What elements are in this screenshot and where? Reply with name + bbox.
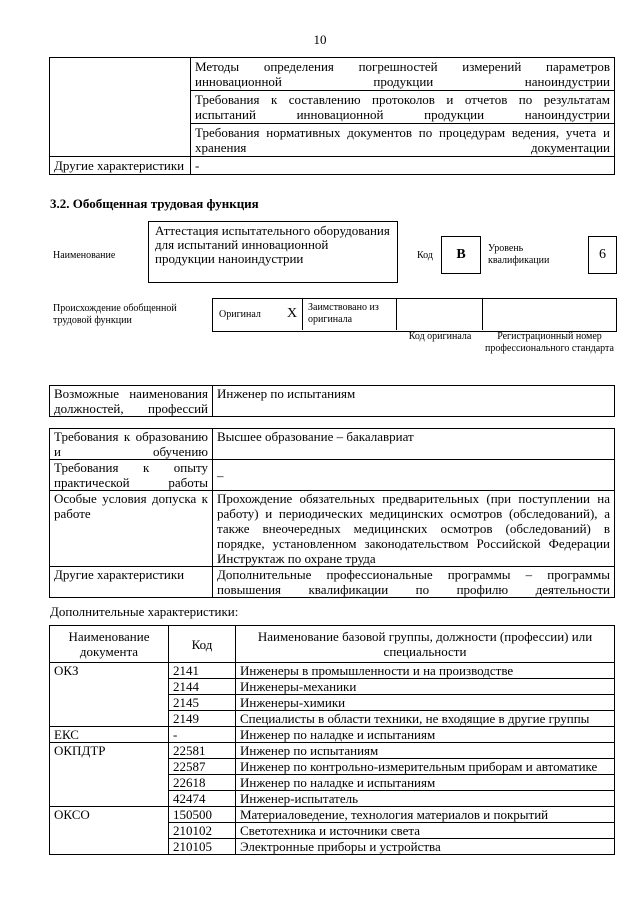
code-label: Код: [417, 250, 433, 261]
positions-value: Инженер по испытаниям: [213, 386, 615, 417]
other-characteristics-label: Другие характеристики: [50, 157, 191, 175]
table-row: [50, 775, 615, 791]
doc-cell: [50, 775, 169, 791]
table-row: [50, 759, 615, 775]
doc-cell: [50, 791, 169, 807]
name-cell: Инженер по наладке и испытаниям: [236, 775, 615, 791]
code-cell: 42474: [169, 791, 236, 807]
req-label: Требования к опыту практической работы: [50, 460, 213, 491]
knowledge-row-3: Требования нормативных документов по процедурам ведения, учета и хранения документации: [191, 124, 615, 157]
doc-cell: [50, 759, 169, 775]
req-label: Особые условия допуска к работе: [50, 491, 213, 567]
req-label: Требования к образованию и обучению: [50, 429, 213, 460]
empty-label-cell: [50, 58, 191, 157]
table-row: [50, 695, 615, 711]
code-cell: 2149: [169, 711, 236, 727]
code-cell: 2144: [169, 679, 236, 695]
name-cell: Электронные приборы и устройства: [236, 839, 615, 855]
divider: [302, 298, 303, 330]
table-row: [50, 727, 615, 743]
knowledge-row-2: Требования к составлению протоколов и отчетов по результатам испытаний инновационной продукции наноиндустрии: [191, 91, 615, 124]
code-value-box: B: [441, 236, 481, 274]
original-label: Оригинал: [219, 309, 261, 320]
knowledge-row-1: Методы определения погрешностей измерений параметров инновационной продукции наноиндустрии: [191, 58, 615, 91]
header-code: Код: [169, 626, 236, 663]
req-label: Другие характеристики: [50, 567, 213, 598]
doc-cell: [50, 695, 169, 711]
name-cell: Инженер по испытаниям: [236, 743, 615, 759]
doc-cell: [50, 679, 169, 695]
code-cell: 22581: [169, 743, 236, 759]
page-number: 10: [313, 32, 327, 47]
code-cell: 22587: [169, 759, 236, 775]
positions-table: [49, 385, 615, 417]
doc-cell: ОКЗ: [50, 663, 169, 679]
doc-cell: [50, 823, 169, 839]
characteristics-table: [49, 625, 615, 855]
table-row: [50, 823, 615, 839]
continuation-table: [49, 57, 615, 175]
origin-row: [212, 298, 617, 332]
doc-cell: [50, 839, 169, 855]
table-row: [50, 807, 615, 823]
table-row: [50, 839, 615, 855]
doc-cell: ОКСО: [50, 807, 169, 823]
qualification-level-label: Уровень квалификации: [488, 243, 550, 266]
section-title: 3.2. Обобщенная трудовая функция: [50, 196, 259, 211]
req-value-line: Инструктаж по охране труда: [217, 551, 376, 566]
divider: [396, 298, 397, 330]
origin-label: Происхождение обобщенной трудовой функции: [53, 303, 177, 326]
table-row: [50, 791, 615, 807]
header-doc: Наименование документа: [50, 626, 169, 663]
doc-cell: ОКПДТР: [50, 743, 169, 759]
borrowed-label: Заимствовано из оригинала: [308, 302, 379, 325]
qualification-level-box: 6: [588, 236, 617, 274]
name-cell: Инженер-испытатель: [236, 791, 615, 807]
table-row: [50, 663, 615, 679]
name-label: Наименование: [53, 250, 116, 261]
name-cell: Специалисты в области техники, не входящие в другие группы: [236, 711, 615, 727]
divider: [482, 298, 483, 330]
reg-number-caption: Регистрационный номер профессионального стандарта: [485, 331, 614, 354]
doc-cell: [50, 711, 169, 727]
code-cell: 210102: [169, 823, 236, 839]
code-cell: 210105: [169, 839, 236, 855]
req-value: Дополнительные профессиональные программы – программы повышения квалификации по профилю деятельности: [213, 567, 615, 598]
name-cell: Светотехника и источники света: [236, 823, 615, 839]
code-cell: -: [169, 727, 236, 743]
table-row: [50, 679, 615, 695]
req-value: [213, 491, 615, 567]
name-cell: Инженер по наладке и испытаниям: [236, 727, 615, 743]
req-value: –: [213, 460, 615, 491]
additional-title: Дополнительные характеристики:: [50, 604, 239, 619]
positions-label: Возможные наименования должностей, профессий: [50, 386, 213, 417]
name-cell: Материаловедение, технология материалов и покрытий: [236, 807, 615, 823]
original-mark: X: [287, 306, 298, 321]
code-cell: 150500: [169, 807, 236, 823]
code-original-caption: Код оригинала: [408, 331, 472, 342]
name-cell: Инженеры-механики: [236, 679, 615, 695]
header-name: Наименование базовой группы, должности (профессии) или специальности: [236, 626, 615, 663]
code-cell: 2145: [169, 695, 236, 711]
doc-cell: ЕКС: [50, 727, 169, 743]
other-characteristics-value: -: [191, 157, 615, 175]
code-cell: 2141: [169, 663, 236, 679]
name-cell: Инженер по контрольно-измерительным приборам и автоматике: [236, 759, 615, 775]
req-value-line: Прохождение обязательных предварительных (при поступлении на работу) и периодических медицинских осмотров (обследований), а также внеочередных медицинских осмотров (обследований) в порядке, установленном законодательством Российской Федерации: [217, 491, 610, 551]
table-row: [50, 711, 615, 727]
table-row: [50, 743, 615, 759]
req-value: Высшее образование – бакалавриат: [213, 429, 615, 460]
function-name-box: Аттестация испытательного оборудования для испытаний инновационной продукции наноиндустрии: [148, 221, 398, 283]
requirements-table: [49, 428, 615, 598]
name-cell: Инженеры в промышленности и на производстве: [236, 663, 615, 679]
code-cell: 22618: [169, 775, 236, 791]
name-cell: Инженеры-химики: [236, 695, 615, 711]
